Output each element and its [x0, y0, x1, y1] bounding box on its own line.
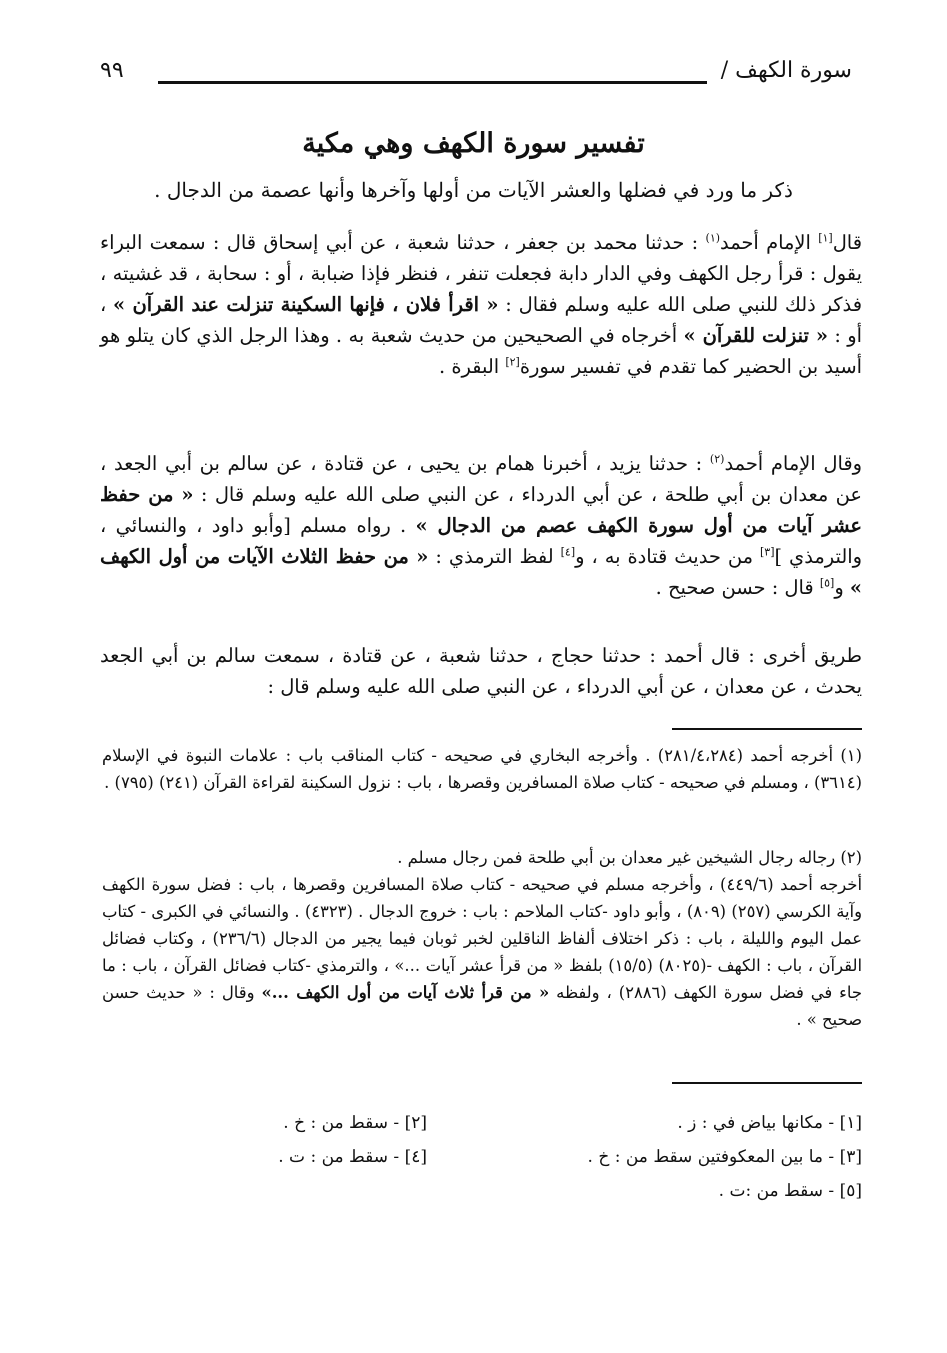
text: قال : حسن صحيح . [655, 576, 820, 599]
text: لفظ الترمذي : [428, 545, 561, 568]
paragraph-1 [100, 227, 862, 382]
variant-note: [٣] - ما بين المعكوفتين سقط من : خ . [587, 1147, 862, 1167]
hadith-quote: « اقرأ فلان ، فإنها السكينة تنزلت عند القرآن » [113, 293, 499, 316]
footnote-2-continued [102, 871, 862, 1033]
paragraph-2 [100, 448, 862, 603]
variant-note: [٢] - سقط من : خ . [283, 1113, 427, 1133]
text: : حدثنا محمد بن جعفر ، حدثنا شعبة ، عن أبي إسحاق قال : سمعت البراء يقول : قرأ رجل الكهف وفي الدار دابة فجعلت تنفر ، فنظر فإذا ضبابة ، أو : سحابة ، قد غشيته ، فذكر ذلك للنبي صلى الله عليه وسلم فقال : [100, 231, 862, 316]
variants-divider [672, 1082, 862, 1084]
manuscript-variants [190, 1106, 862, 1208]
hadith-quote: « من حفظ الثلاث الآيات من أول الكهف » [100, 545, 862, 599]
hadith-quote: « من قرأ ثلاث آيات من أول الكهف ...» [261, 983, 550, 1002]
text: . رواه مسلم [وأبو داود ، والنسائي ، والترمذي ] [100, 514, 862, 568]
text: وقال : « حديث حسن صحيح » . [102, 983, 862, 1029]
footnote-marker: (٢) [709, 452, 725, 466]
footnote-divider [672, 728, 862, 730]
running-head [100, 58, 852, 98]
paragraph-3 [100, 640, 862, 702]
variant-marker: [٥] [819, 576, 835, 590]
variant-note: [٤] - سقط من : ت . [278, 1147, 427, 1167]
text: طريق أخرى : قال أحمد : حدثنا حجاج ، حدثنا شعبة ، عن قتادة ، سمعت سالم بن أبي الجعد يحدث ، عن معدان ، عن أبي الدرداء ، عن النبي صلى الله عليه وسلم قال : [100, 644, 862, 698]
text: : حدثنا يزيد ، أخبرنا همام بن يحيى ، عن قتادة ، عن سالم بن أبي الجعد ، عن معدان بن أبي طلحة ، عن أبي الدرداء ، عن النبي صلى الله عليه وسلم قال : [100, 452, 862, 506]
variant-marker: [٢] [505, 355, 520, 369]
footnote-1: (١) أخرجه أحمد (٢٨١/٤،٢٨٤) . وأخرجه البخاري في صحيحه - كتاب المناقب باب : علامات النبوة في الإسلام (٣٦١٤) ، ومسلم في صحيحه - كتاب صلاة المسافرين وقصرها ، باب : نزول السكينة لقراءة القرآن (٢٤١) (٧٩٥) . [102, 746, 862, 792]
running-head-chapter: سورة الكهف / [720, 58, 852, 83]
text: البقرة . [439, 355, 506, 378]
variant-row [190, 1106, 862, 1140]
variant-note: [١] - مكانها بياض في : ز . [677, 1113, 862, 1133]
text: من حديث قتادة به ، و [575, 545, 760, 568]
page-number: ٩٩ [100, 58, 124, 83]
text: قال [832, 231, 862, 254]
variant-marker: [١] [818, 231, 833, 245]
variant-marker: [٤] [560, 545, 576, 559]
hadith-quote: « تنزلت للقرآن » [683, 324, 828, 347]
text: أخرجه أحمد (٤٤٩/٦) ، وأخرجه مسلم في صحيحه - كتاب صلاة المسافرين وقصرها ، باب : فضل سورة الكهف وآية الكرسي (٢٥٧) (٨٠٩) ، وأبو داود -كتاب الملاحم : باب : خروج الدجال . (٤٣٢٣) . والنسائي في الكبرى - كتاب عمل اليوم والليلة ، باب : ذكر اختلاف ألفاظ الناقلين لخبر ثوبان فيما يجير من الدجال (٢٣٦/٦) ، وكتاب فضائل القرآن ، باب : الكهف -(٨٠٢٥) (١٥/٥) بلفظ « من قرأ عشر آيات ...» ، والترمذي -كتاب فضائل القرآن ، باب : ما جاء في فضل سورة الكهف (٢٨٨٦) ، ولفظه [102, 875, 863, 1002]
variant-row [190, 1174, 862, 1208]
variant-note: [٥] - سقط من :ت . [718, 1181, 862, 1201]
variant-marker: [٣] [759, 545, 775, 559]
surah-title: تفسير سورة الكهف وهي مكية [302, 128, 645, 159]
text: و [834, 576, 850, 599]
text: وقال الإمام أحمد [724, 452, 862, 475]
variant-row [190, 1140, 862, 1174]
text: ، أو : [100, 293, 862, 347]
hadith-quote: « من حفظ عشر آيات من أول سورة الكهف عصم من الدجال » [100, 483, 862, 537]
text: الإمام أحمد [720, 231, 819, 254]
chapter-subtitle: ذكر ما ورد في فضلها والعشر الآيات من أولها وآخرها وأنها عصمة من الدجال . [154, 178, 793, 202]
footnote-marker: (١) [705, 231, 721, 245]
text: أخرجاه في الصحيحين من حديث شعبة به . وهذا الرجل الذي كان يتلو هو أسيد بن الحضير كما تقدم في تفسير سورة [100, 324, 862, 378]
footnote-2: (٢) رجاله رجال الشيخين غير معدان بن أبي طلحة فمن رجال مسلم . [397, 848, 862, 867]
header-rule [158, 81, 707, 84]
